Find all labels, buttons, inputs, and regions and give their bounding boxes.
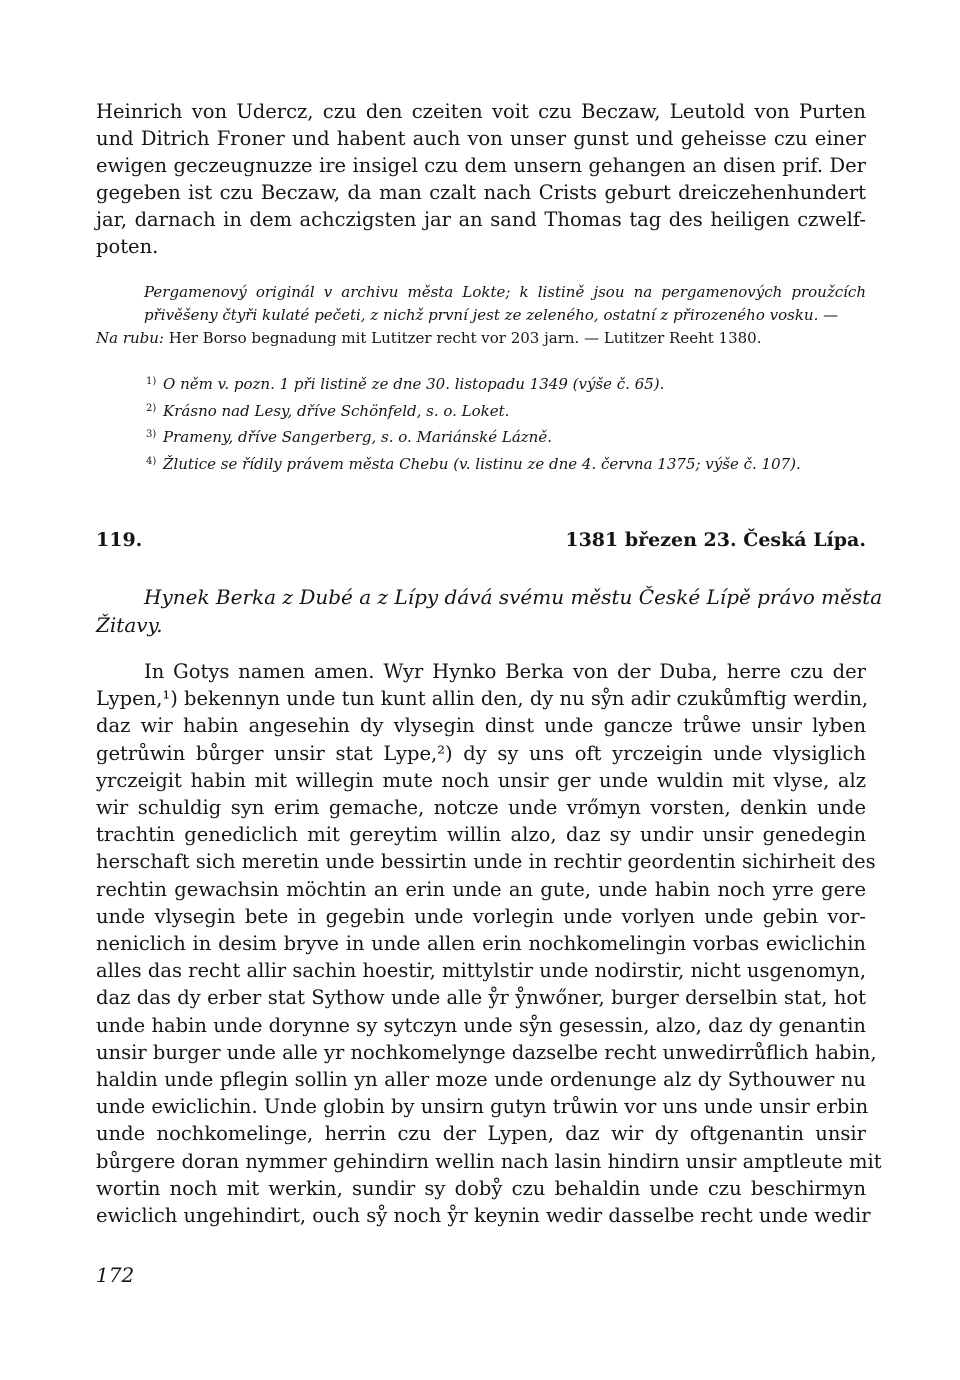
text-line: gegeben ist czu Beczaw, da man czalt nach Crists geburt dreiczehenhundert xyxy=(96,181,866,204)
body-line: getrůwin bůrger unsir stat Lype,²) dy sy uns oft yrczeigin unde vlysiglich xyxy=(96,741,866,765)
body-line: neniclich in desim bryve in unde allen erin nochkomelingin vorbas ewiclichin xyxy=(96,932,866,956)
body-line: herschaft sich meretin unde bessirtin unde in rechtir geordentin sichirheit des xyxy=(96,850,876,874)
body-line: In Gotys namen amen. Wyr Hynko Berka von der Duba, herre czu der xyxy=(144,660,866,683)
verso-note xyxy=(96,327,866,350)
continuation-paragraph xyxy=(96,98,866,260)
body-line: haldin unde pflegin sollin yn aller moze unde ordenunge alz dy Sythouwer nu xyxy=(96,1068,866,1092)
document-body xyxy=(96,658,882,1229)
body-line: ewiclich ungehindirt, ouch sẙ noch ẙr keynin wedir dasselbe recht unde wedir xyxy=(96,1204,871,1228)
archival-note-text: Pergamenový originál v archivu města Lokte; k listině jsou na pergamenových proužcích přivěšeny čtyři kulaté pečeti, z nichž první jest ze zeleného, ostatní z přirozeného vosku. — xyxy=(144,283,866,324)
body-line: trachtin genediclich mit gereytim willin alzo, daz sy undir unsir genedegin xyxy=(96,823,866,847)
summary-line: Hynek Berka z Dubé a z Lípy dává svému městu České Lípě právo města xyxy=(144,585,883,609)
text-line: Heinrich von Udercz, czu den czeiten voit czu Beczaw, Leutold von Purten xyxy=(96,100,866,123)
footnote: $^{3)}$ Prameny, dříve Sangerberg, s. o. Mariánské Lázně. xyxy=(146,428,552,446)
footnote: $^{4)}$ Žlutice se řídily právem města Chebu (v. listinu ze dne 4. června 1375; výše č. 107). xyxy=(146,454,801,473)
footnote: $^{2)}$ Krásno nad Lesy, dříve Schönfeld, s. o. Loket. xyxy=(146,401,510,420)
document-number: 119. xyxy=(96,529,143,551)
body-line: unsir burger unde alle yr nochkomelynge dazselbe recht unwedirrůflich habin, xyxy=(96,1040,877,1064)
archival-note xyxy=(96,281,866,350)
document-heading xyxy=(96,529,866,559)
summary-line: Žitavy. xyxy=(96,613,163,637)
text-line: ewigen geczeugnuzze ire insigel czu dem unsern gehangen an disen prif. Der xyxy=(96,154,866,177)
body-line: daz wir habin angesehin dy vlysegin dinst unde gancze trůwe unsir lyben xyxy=(96,714,866,738)
page-number: 172 xyxy=(96,1263,135,1287)
verso-text: Her Borso begnadung mit Lutitzer recht vor 203 jarn. — Lutitzer Reeht 1380. xyxy=(168,329,762,347)
body-line: unde ewiclichin. Unde globin by unsirn gutyn trůwin vor uns unde unsir erbin xyxy=(96,1095,869,1119)
text-line: und Ditrich Froner und habent auch von unser gunst und geheisse czu einer xyxy=(96,127,866,150)
body-line: bůrgere doran nymmer gehindirn wellin nach lasin hindirn unsir amptleute mit xyxy=(96,1149,882,1173)
text-line: poten. xyxy=(96,235,159,258)
body-line: daz das dy erber stat Sythow unde alle ẙr ẙnwőner, burger derselbin stat, hot xyxy=(96,986,866,1010)
body-line: unde vlysegin bete in gegebin unde vorlegin unde vorlyen unde gebin vor- xyxy=(96,904,866,928)
footnote: $^{1)}$ O něm v. pozn. 1 při listině ze dne 30. listopadu 1349 (výše č. 65). xyxy=(146,375,665,393)
body-line: Lypen,¹) bekennyn unde tun kunt allin den, dy nu sẙn adir czukůmftig werdin, xyxy=(96,687,869,711)
body-line: unde habin unde dorynne sy sytczyn unde sẙn gesessin, alzo, daz dy genantin xyxy=(96,1013,866,1037)
body-line: yrczeigit habin mit willegin mute noch unsir ger unde wuldin mit vlyse, alz xyxy=(96,768,866,792)
document-date-place: 1381 březen 23. Česká Lípa. xyxy=(565,529,866,551)
document-summary xyxy=(96,583,883,639)
body-line: wir schuldig syn erim gemache, notcze unde vrőmyn vorsten, denkin unde xyxy=(96,796,866,820)
body-line: unde nochkomelinge, herrin czu der Lypen, daz wir dy oftgenantin unsir xyxy=(96,1122,866,1146)
verso-label: Na rubu: xyxy=(96,329,164,347)
footnotes xyxy=(96,370,866,476)
body-line: alles das recht allir sachin hoestir, mittylstir unde nodirstir, nicht usgenomyn, xyxy=(96,959,867,983)
body-line: rechtin gewachsin möchtin an erin unde an gute, unde habin noch yrre gere xyxy=(96,877,866,901)
page-content xyxy=(96,98,883,1229)
body-line: wortin noch mit werkin, sundir sy dobẙ czu behaldin unde czu beschirmyn xyxy=(96,1176,866,1200)
text-line: jar, darnach in dem achczigsten jar an sand Thomas tag des heiligen czwelf- xyxy=(96,208,866,231)
